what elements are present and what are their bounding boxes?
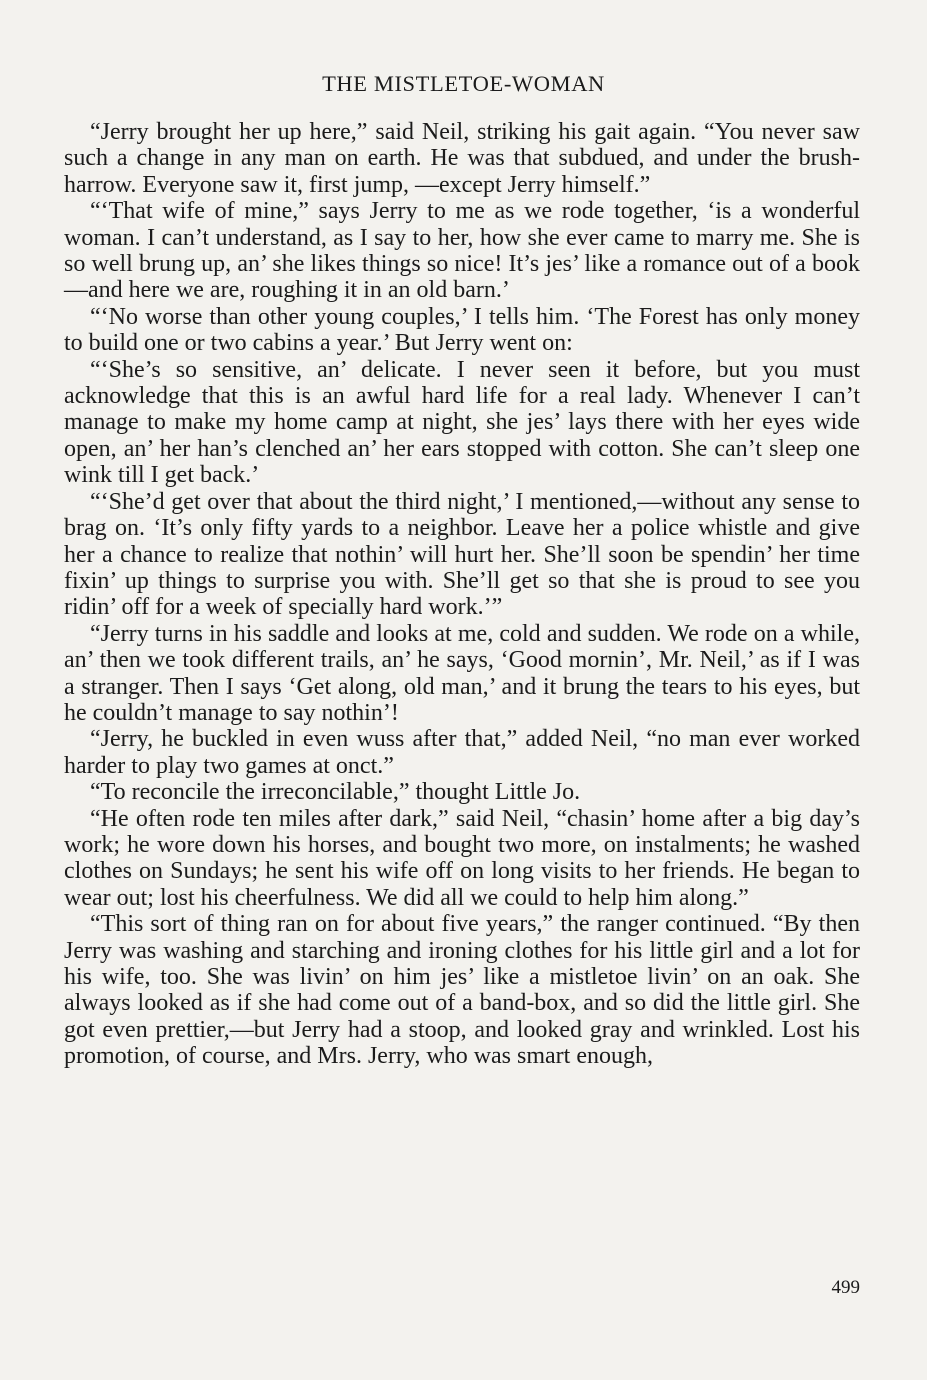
paragraph: “He often rode ten miles after dark,” said Neil, “chasin’ home after a big day’s work; he wore down his horses, and bought two more, on instalments; he washed clothes on Sundays; he sent his wife off on long visits to her friends. He began to wear out; lost his cheerfulness. We did all we could to help him along.” [64, 805, 860, 911]
paragraph: “Jerry, he buckled in even wuss after that,” added Neil, “no man ever worked harder to play two games at onct.” [64, 726, 860, 779]
paragraph: “‘That wife of mine,” says Jerry to me as we rode together, ‘is a wonderful woman. I can’t understand, as I say to her, how she ever came to marry me. She is so well brung up, an’ she likes things so nice! It’s jes’ like a romance out of a book—and here we are, roughing it in an old barn.’ [64, 198, 860, 304]
page-number: 499 [831, 1277, 860, 1298]
paragraph: “This sort of thing ran on for about five years,” the ranger continued. “By then Jerry was washing and starching and ironing clothes for his little girl and a lot for his wife, too. She was livin’ on him jes’ like a mistletoe livin’ on an oak. She always looked as if she had come out of a band-box, and so did the little girl. She got even prettier,—but Jerry had a stoop, and looked gray and wrinkled. Lost his promotion, of course, and Mrs. Jerry, who was smart enough, [64, 911, 860, 1070]
paragraph: “Jerry brought her up here,” said Neil, striking his gait again. “You never saw such a change in any man on earth. He was that subdued, and under the brush-harrow. Everyone saw it, first jump, —except Jerry himself.” [64, 119, 860, 198]
paragraph: “‘No worse than other young couples,’ I tells him. ‘The Forest has only money to build one or two cabins a year.’ But Jerry went on: [64, 303, 860, 357]
paragraph: “To reconcile the irreconcilable,” thought Little Jo. [90, 779, 581, 806]
paragraph: “Jerry turns in his saddle and looks at me, cold and sudden. We rode on a while, an’ then we took different trails, an’ he says, ‘Good mornin’, Mr. Neil,’ as if I was a stranger. Then I says ‘Get along, old man,’ and it brung the tears to his eyes, but he couldn’t manage to say nothin’! [64, 620, 860, 726]
paragraph: “‘She’d get over that about the third night,’ I mentioned,—without any sense to brag on. ‘It’s only fifty yards to a neighbor. Leave her a police whistle and give her a chance to realize that nothin’ will hurt her. She’ll soon be spendin’ her time fixin’ up things to surprise you with. She’ll get so that she is proud to see you ridin’ off for a week of specially hard work.’” [64, 488, 860, 621]
paragraph: “‘She’s so sensitive, an’ delicate. I never seen it before, but you must acknowledge that this is an awful hard life for a real lady. Whenever I can’t manage to make my home camp at night, she jes’ lays there with her eyes wide open, an’ her han’s clenched an’ her ears stopped with cotton. She can’t sleep one wink till I get back.’ [64, 356, 860, 489]
running-head: THE MISTLETOE-WOMAN [322, 71, 605, 96]
body-text [64, 119, 860, 1070]
